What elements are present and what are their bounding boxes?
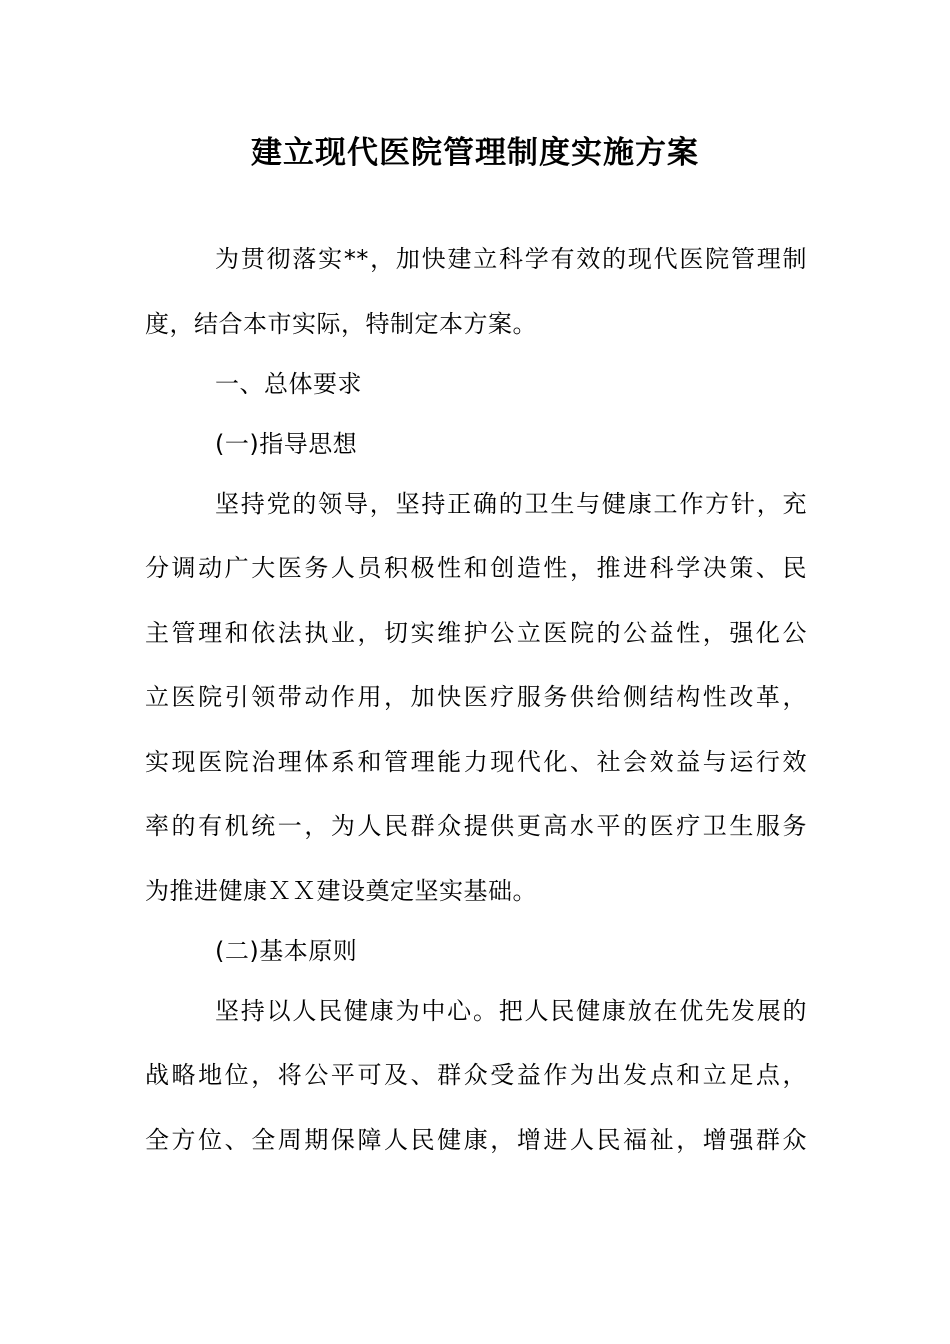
paragraph-line: 率的有机统一，为人民群众提供更高水平的医疗卫生服务 <box>145 812 807 840</box>
paragraph-line: 度，结合本市实际，特制定本方案。 <box>145 310 537 338</box>
paragraph-line: 坚持以人民健康为中心。把人民健康放在优先发展的 <box>215 997 807 1025</box>
paragraph-line: 全方位、全周期保障人民健康，增进人民福祉，增强群众 <box>145 1126 807 1154</box>
paragraph-line: 分调动广大医务人员积极性和创造性，推进科学决策、民 <box>145 554 807 582</box>
paragraph-line: 实现医院治理体系和管理能力现代化、社会效益与运行效 <box>145 748 807 776</box>
paragraph-line: 坚持党的领导，坚持正确的卫生与健康工作方针，充 <box>215 490 807 518</box>
document-title: 建立现代医院管理制度实施方案 <box>251 135 699 171</box>
subsection-heading: (一)指导思想 <box>215 430 358 458</box>
paragraph-line: 主管理和依法执业，切实维护公立医院的公益性，强化公 <box>145 619 807 647</box>
paragraph-line: 为推进健康ＸＸ建设奠定坚实基础。 <box>145 877 537 905</box>
paragraph-line: 战略地位，将公平可及、群众受益作为出发点和立足点， <box>145 1061 807 1089</box>
subsection-heading: (二)基本原则 <box>215 937 358 965</box>
paragraph-line: 立医院引领带动作用，加快医疗服务供给侧结构性改革， <box>145 683 807 711</box>
paragraph-line: 为贯彻落实**，加快建立科学有效的现代医院管理制 <box>215 245 807 273</box>
section-heading: 一、总体要求 <box>215 370 362 398</box>
